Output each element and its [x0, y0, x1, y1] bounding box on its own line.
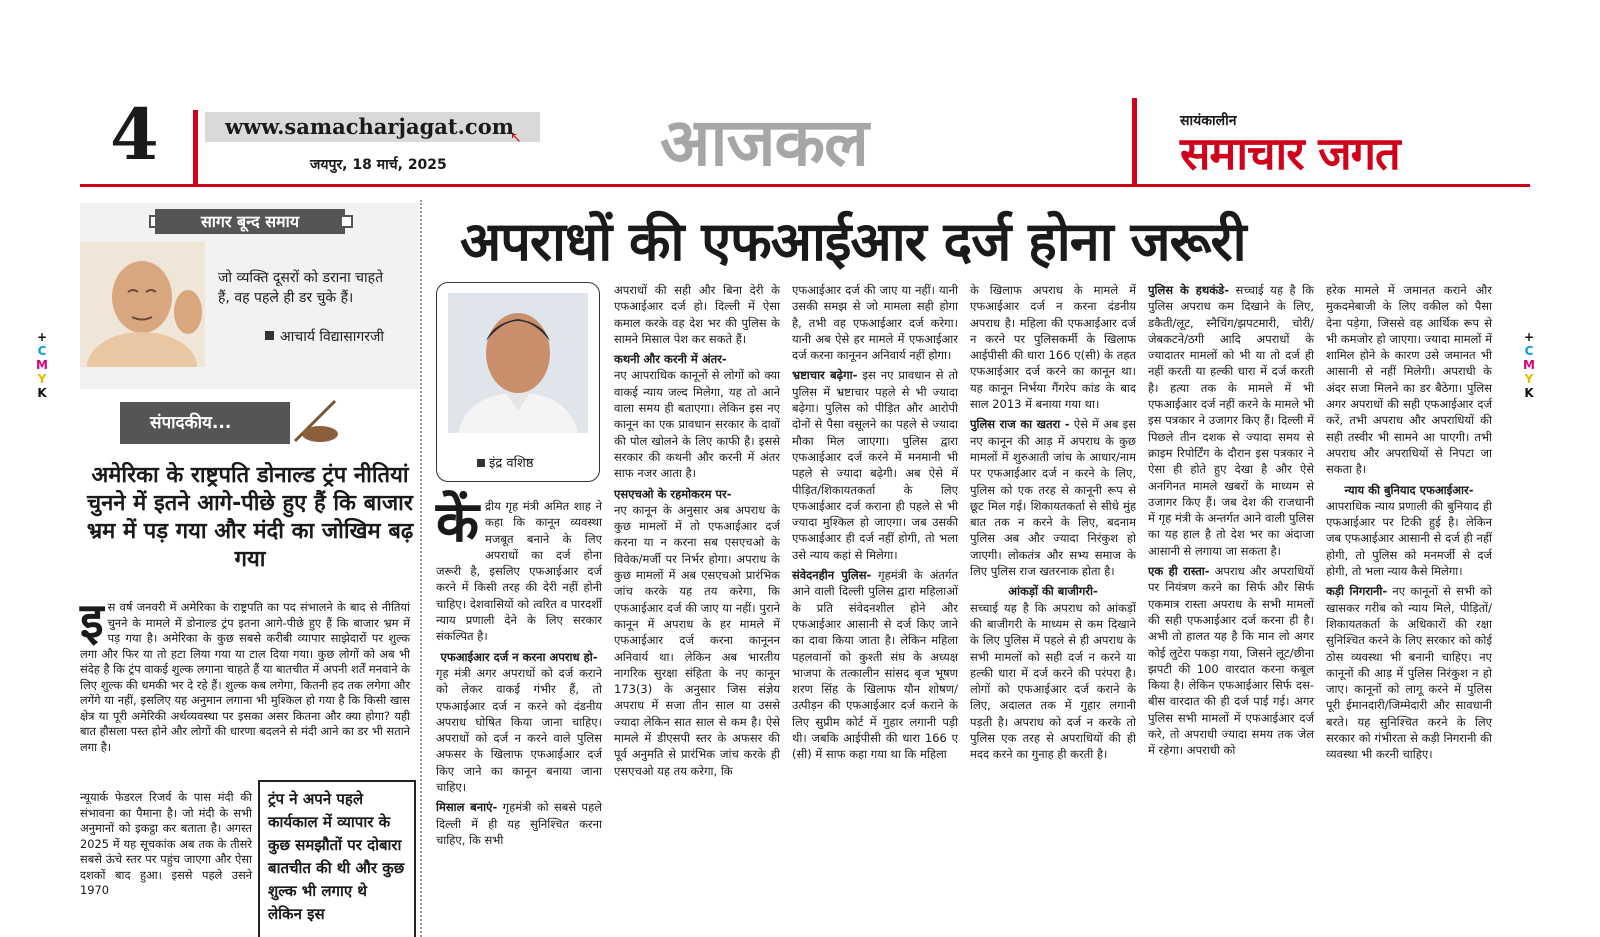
subhead-fir-crime: एफआईआर दर्ज न करना अपराध हो- [440, 649, 598, 664]
editorial-label: संपादकीय... [120, 402, 290, 444]
header-rule [200, 184, 1530, 187]
quote-panel-title: सागर बून्द समाय [155, 209, 345, 234]
subhead-corruption: भ्रष्टाचार बढ़ेगा- [792, 368, 858, 383]
editorial-body-continued: न्यूयार्क फेडरल रिजर्व के पास मंदी की संभावना का पैमाना है। जो मंदी के सभी अनुमानों को इकट्ठा कर बताता है। अगस्त 2025 में यह सूचकांक अब तक के तीसरे सबसे ऊंचे स्तर पर पहुंच जाएगा और ऐसा दशकों बाद हुआ। इससे पहले उसने 1970 [80, 790, 252, 897]
page-number: 4 [110, 93, 159, 176]
author-byline [477, 453, 534, 471]
cmyk-m: M [36, 358, 48, 372]
cmyk-c: C [37, 344, 47, 358]
editorial-pull-quote: ट्रंप ने अपने पहले कार्यकाल में व्यापार के कुछ समझौतों पर दोबारा बातचीत की थी और कुछ शुल्क भी लगाए थे लेकिन इस [258, 780, 416, 937]
article-column-3 [792, 282, 958, 763]
cmyk-k: K [37, 386, 47, 400]
article-column-1 [436, 490, 602, 848]
subhead-sho-mercy: एसएचओ के रहमोकरम पर- [614, 486, 732, 501]
masthead-divider-left [193, 110, 198, 184]
article-col3-text: एफआईआर दर्ज की जाए या नहीं। यानी उसकी समझ से जो मामला सही होगा है, तभी वह एफआईआर दर्ज करेगा। यानी अब ऐसे हर मामले में एफआईआर दर्ज करना कानूनन अनिवार्य नहीं होगा। [792, 283, 958, 363]
article-col3-text2: इस नए प्रावधान से तो पुलिस में भ्रष्टाचार पहले से भी ज्यादा बढ़ेगा। पुलिस को पीड़ित और आरोपी दोनों से पैसा वसूलने का पहले से ज्यादा मौका मिल जाएगा। पुलिस द्वारा एफआईआर दर्ज करने में मनमानी भी पहले से ज्यादा बढ़ेगी। अब ऐसे में पीड़ित/शिकायतकर्ता के लिए एफआईआर दर्ज कराना ही पहले से भी ज्यादा मुश्किल हो जाएगा। जब उसकी एफआईआर ही दर्ज नहीं होगी, तो भला उसे न्याय कहां से मिलेगा। [792, 368, 958, 562]
article-col5-text: सच्चाई यह है कि पुलिस अपराध कम दिखाने के लिए, डकैती/लूट, स्नैचिंग/झपटमारी, चोरी/जेबकटने/ठगी आदि अपराधों के ज्यादातर मामलों को भी या तो दर्ज ही नहीं करती या हल्की धारा में दर्ज करती है। हत्या तक के मामले में भी एफआईआर दर्ज नहीं करने के मामले भी इस पत्रकार ने उजागर किए हैं। दिल्ली में पिछले तीन दशक से ज्यादा समय से क्राइम रिपोर्टिंग के दौरान इस पत्रकार ने ऐसा ही होते हुए देखा है और ऐसे अनगिनत मामले खबरों के माध्यम से उजागर किए हैं। जब देश की राजधानी में गृह मंत्री के अन्तर्गत आने वाली पुलिस का यह हाल है तो देश भर का अंदाजा आसानी से लगाया जा सकता है। [1148, 283, 1314, 558]
cmyk-marks-left: + C M Y K [36, 330, 48, 400]
article-col4-text: के खिलाफ अपराध के मामले में एफआईआर दर्ज न करना दंडनीय अपराध है। महिला की एफआईआर दर्ज न करने पर पुलिसकर्मी के खिलाफ आईपीसी की धारा 166 ए(सी) के तहत एफआईआर दर्ज करने का कानून था। यह कानून निर्भया गैंगरेप कांड के बाद साल 2013 में बनाया गया था। [970, 283, 1136, 412]
article-col1-text3: गृहमंत्री को सबसे पहले दिल्ली में ही यह सुनिश्चित करना चाहिए, कि सभी [436, 800, 602, 847]
quote-text: जो व्यक्ति दूसरों को डराना चाहते हैं, वह पहले ही डर चुके हैं। [218, 270, 384, 306]
article-headline: अपराधों की एफआईआर दर्ज होना जरूरी [460, 210, 1246, 273]
article-col1-text2: गृह मंत्री अगर अपराधों को दर्ज कराने को लेकर वाकई गंभीर हैं, तो एफआईआर दर्ज न करने को दंडनीय अपराध घोषित किया जाना चाहिए। अपराधों को दर्ज न करने वाले पुलिस अफसर के खिलाफ एफआईआर दर्ज किए जाने का कानून बनाया जाना चाहिए। [436, 665, 602, 795]
brand-subtitle: सायंकालीन [1180, 113, 1237, 129]
article-col6-text3: नए कानूनों से सभी को खासकर गरीब को न्याय मिले, पीड़ितों/शिकायतकर्ता के अधिकारों की रक्षा सुनिश्चित करने के लिए सरकार को कोई ठोस व्यवस्था भी बनानी चाहिए। नए कानूनों की आड़ में पुलिस निरंकुश न हो जाए। कानूनों को लागू करने में पुलिस पूरी ईमानदारी/जिम्मेदारी और सावधानी बरते। यह सुनिश्चित करने के लिए सरकार को गंभीरता से कड़ी निगरानी की व्यवस्था भी करनी चाहिए। [1326, 584, 1492, 762]
cmyk-y: Y [1524, 372, 1534, 386]
cmyk-marks-right: + C M Y K [1523, 330, 1535, 400]
cursor-arrow-icon: ↖ [510, 130, 522, 146]
quote-author-bullet [265, 331, 274, 340]
article-col3-text3: गृहमंत्री के अंतर्गत आने वाली दिल्ली पुलिस द्वारा महिलाओं के प्रति संवेदनशील होने और एफआईआर आसानी से दर्ज किए जाने का दावा किया जाता है। लेकिन महिला पहलवानों को कुश्ती संघ के अध्यक्ष भाजपा के तत्कालीन सांसद बृज भूषण शरण सिंह के खिलाफ यौन शोषण/उत्पीड़न की एफआईआर दर्ज कराने के लिए सुप्रीम कोर्ट में गुहार लगानी पड़ी थी। जबकि आईपीसी की धारा 166 ए (सी) में साफ कहा गया था कि महिला [792, 568, 958, 762]
editorial-paragraph: स वर्ष जनवरी में अमेरिका के राष्ट्रपति का पद संभालने के बाद से नीतियां चुनने के मामले में डोनाल्ड ट्रंप इतना आगे-पीछे हुए हैं कि बाजार भ्रम में पड़ गया है। अमेरिका के कुछ सबसे करीबी व्यापार साझेदारों पर शुल्क लगा और फिर या तो हटा लिया गया या टाल दिया गया। कुछ लोगों को अब भी संदेह है कि ट्रंप वाकई शुल्क लगाना चाहते हैं या बातचीत में अपनी शर्तें मनवाने के लिए शुल्क की धमकी भर दे रहे हैं। शुल्क कब लगेगा, कितनी हद तक लगेगा और लगेंगे या नहीं, इसलिए यह अनुमान लगाना भी मुश्किल हो गया है कि किसी खास क्षेत्र या पूरी अमेरिकी अर्थव्यवस्था पर इसका असर कितना और क्या होगा? यही बात हौसला पस्त होने और लोगों की धारणा बदलने से मंदी आने का डर भी सताने लगा है। [80, 600, 410, 754]
dateline: जयपुर, 18 मार्च, 2025 [310, 157, 447, 173]
article-column-2 [614, 282, 780, 779]
section-title: आजकल [660, 104, 868, 181]
article-col5-text2: अपराध और अपराधियों पर नियंत्रण करने का सिर्फ और सिर्फ एकमात्र रास्ता अपराध के सभी मामलों की सही एफआईआर दर्ज करना ही है। अभी तो हालत यह है कि मान लो अगर कोई लुटेरा पकड़ा गया, जिसने लूट/छीना झपटी की 100 वारदात करना कबूल किया है। लेकिन एफआईआर सिर्फ दस-बीस वारदात की ही दर्ज पाई गई। अगर पुलिस सभी मामलों में एफआईआर दर्ज करे, तो अपराधी ज्यादा समय तक जेल में रहेगा। अपराधी को [1148, 564, 1314, 758]
subhead-police-tactics: पुलिस के हथकंडे- [1148, 283, 1229, 297]
editorial-body [80, 593, 410, 755]
subhead-statistics: आंकड़ों की बाजीगरी- [1008, 584, 1098, 599]
article-column-4 [970, 282, 1136, 763]
author-photo [448, 293, 588, 433]
article-col6-text: हरेक मामले में जमानत कराने और मुकदमेबाजी के लिए वकील को पैसा देना पड़ेगा, जिससे वह आर्थिक रूप से भी कमजोर हो जाएगा। ज्यादा मामलों में शामिल होने के कारण उसे जमानत भी आसानी से नहीं मिलेगी। अपराधी के अंदर सजा मिलने का डर बैठेगा। पुलिस अगर अपराधों की सही एफआईआर दर्ज करें, तभी अपराध और अपराधियों की सही तस्वीर भी सामने आ पाएगी। तभी अपराध और अपराधियों से निपटा जा सकता है। [1326, 283, 1492, 477]
author-photo-card [436, 282, 600, 482]
quote-title-ornament-right [340, 215, 353, 228]
subhead-insensitive-police: संवेदनहीन पुलिस- [792, 568, 872, 583]
editorial-dropcap: इ [80, 593, 104, 649]
article-col1-text: द्रीय गृह मंत्री अमित शाह ने कहा कि कानून व्यवस्था मजबूत बनाने के लिए अपराधों का दर्ज होना जरूरी है, इसलिए एफआईआर दर्ज करने में किसी तरह की देरी नहीं होनी चाहिए। देशवासियों को त्वरित व पारदर्शी न्याय प्रणाली देने के लिए सरकार संकल्पित है। [436, 499, 602, 644]
byline-bullet [477, 459, 485, 467]
editorial-headline: अमेरिका के राष्ट्रपति डोनाल्ड ट्रंप नीतियां चुनने में इतने आगे-पीछे हुए हैं कि बाजार भ्रम में पड़ गया और मंदी का जोखिम बढ़ गया [86, 463, 414, 572]
quill-pen-icon [290, 396, 350, 446]
quote-author: आचार्य विद्यासागरजी [280, 329, 384, 345]
article-column-5 [1148, 282, 1314, 759]
cmyk-y: Y [37, 372, 47, 386]
author-portrait [80, 242, 205, 367]
cmyk-c: C [1524, 344, 1534, 358]
subhead-police-raj: पुलिस राज का खतरा - [970, 417, 1070, 432]
subhead-words-deeds: कथनी और करनी में अंतर- [614, 352, 727, 367]
article-dropcap: कें [436, 490, 480, 555]
cmyk-m: M [1523, 358, 1535, 372]
article-col2-text3: नए कानून के अनुसार अब अपराध के कुछ मामलों में तो एफआईआर दर्ज करना या न करना सब एसएचओ के विवेक/मर्जी पर निर्भर होगा। अपराध के कुछ मामलों में अब एसएचओ प्रारंभिक जांच करके यह तय करेगा, कि एफआईआर दर्ज की जाए या नहीं। पुराने कानून में अपराध के हर मामले में एफआईआर दर्ज करना कानूनन अनिवार्य था। लेकिन अब भारतीय नागरिक सुरक्षा संहिता के नए कानून 173(3) के अनुसार जिस संज्ञेय अपराध में सजा तीन साल या उससे ज्यादा लेकिन सात साल से कम है। ऐसे मामले में डीएसपी स्तर के अफसर की पूर्व अनुमति से प्रारंभिक जांच करके ही एसएचओ यह तय करेगा, कि [614, 502, 780, 778]
subhead-only-way: एक ही रास्ता- [1148, 564, 1210, 579]
header-rule-left [80, 184, 200, 187]
article-col4-text2: ऐसे में अब इस नए कानून की आड़ में अपराध के कुछ मामलों में शुरुआती जांच के आधार/नाम पर एफआईआर दर्ज न करने के लिए, पुलिस को एक तरह से कानूनी रूप से छूट मिल गई। शिकायतकर्ता से सीधे मुंह बात तक न करने के लिए, बदनाम पुलिस अब और ज्यादा निरंकुश हो जाएगी। लोकतंत्र और सभ्य समाज के लिए पुलिस राज खतरनाक होता है। [970, 417, 1137, 579]
subhead-strict-monitoring: कड़ी निगरानी- [1326, 584, 1388, 599]
cmyk-k: K [1524, 386, 1534, 400]
article-column-6 [1326, 282, 1492, 763]
subhead-example: मिसाल बनाएं- [436, 800, 498, 815]
site-url[interactable]: www.samacharjagat.com [205, 112, 540, 142]
article-col4-text3: सच्चाई यह है कि अपराध को आंकड़ों की बाजीगरी के माध्यम से कम दिखाने के लिए पुलिस में पहले से ही अपराध के सभी मामलों को सही दर्ज न करने या हल्की धारा में दर्ज करने की परंपरा है। लोगों को एफआईआर दर्ज कराने के लिए, अदालत तक में गुहार लगानी पड़ती है। अपराध को दर्ज न करके तो पुलिस एक तरह से अपराधियों की ही मदद करने का गुनाह ही करती है। [970, 600, 1136, 762]
author-name: इंद्र वशिष्ठ [489, 456, 534, 471]
masthead-divider-right [1132, 98, 1137, 184]
article-col2-text: अपराधों की सही और बिना देरी के एफआईआर दर्ज हो। दिल्ली में ऐसा कमाल करके वह देश भर की पुलिस के सामने मिसाल पेश कर सकते हैं। [614, 283, 780, 346]
article-col2-text2: नए आपराधिक कानूनों से लोगों को क्या वाकई न्याय जल्द मिलेगा, यह तो आने वाला समय ही बताएगा। लेकिन इस नए कानून का एक प्रावधान सरकार के दावों की पोल खोलने के लिए काफी है। इससे सरकार की कथनी और करनी में अंतर साफ नजर आता है। [614, 368, 780, 481]
article-col6-text2: आपराधिक न्याय प्रणाली की बुनियाद ही एफआईआर पर टिकी हुई है। लेकिन जब एफआईआर आसानी से दर्ज ही नहीं होगी, तो पुलिस को मनमर्जी से दर्ज होगी, तो भला न्याय कैसे मिलेगा। [1326, 498, 1492, 579]
column-divider [420, 200, 422, 937]
subhead-justice-foundation: न्याय की बुनियाद एफआईआर- [1344, 482, 1474, 497]
brand-logo: समाचार जगत [1180, 127, 1400, 180]
